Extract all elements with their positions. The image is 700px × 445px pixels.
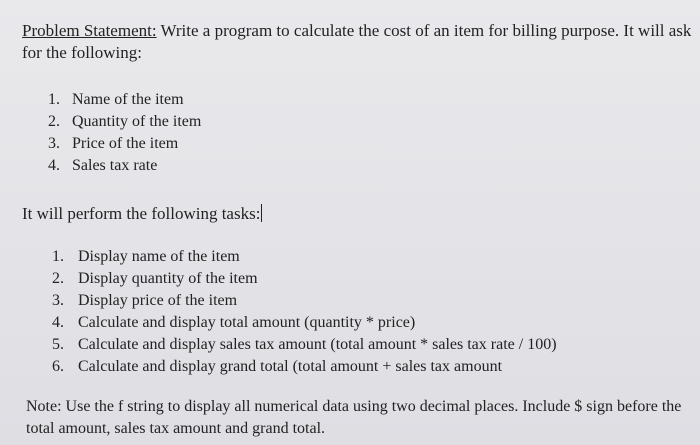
list-item (52, 356, 557, 378)
list-item-text: Display price of the item (78, 292, 238, 309)
list-item (52, 246, 557, 268)
list-item (48, 89, 201, 111)
list-item (52, 268, 557, 290)
list-item-number: 1. (48, 91, 60, 108)
list-item (52, 312, 557, 334)
note-paragraph: Note: Use the f string to display all numerical data using two decimal places. Include $ sign before the total amount, sales tax amount and grand total. (26, 398, 682, 437)
list-item-number: 5. (52, 336, 64, 353)
list-item-number: 4. (48, 157, 60, 174)
problem-statement (22, 20, 692, 64)
list-item-text: Calculate and display sales tax amount (total amount * sales tax rate / 100) (78, 336, 557, 353)
list-item (48, 111, 201, 133)
tasks-intro (22, 203, 262, 225)
list-item-number: 4. (52, 314, 64, 331)
list-item-number: 3. (48, 135, 60, 152)
list-item-text: Calculate and display grand total (total amount + sales tax amount (78, 358, 503, 375)
list-item-number: 6. (52, 358, 64, 375)
problem-statement-heading: Problem Statement: (22, 21, 157, 40)
list-item (48, 155, 201, 177)
tasks-intro-text: It will perform the following tasks: (22, 204, 261, 223)
input-list (48, 89, 201, 177)
list-item-text: Name of the item (72, 91, 184, 108)
list-item-number: 2. (52, 270, 64, 287)
task-list (52, 246, 557, 378)
list-item-text: Calculate and display total amount (quantity * price) (78, 314, 416, 331)
list-item-text: Display name of the item (78, 248, 240, 265)
list-item-text: Sales tax rate (72, 157, 158, 174)
list-item (52, 290, 557, 312)
list-item (48, 133, 201, 155)
list-item (52, 334, 557, 356)
list-item-number: 3. (52, 292, 64, 309)
list-item-text: Quantity of the item (72, 113, 202, 130)
list-item-number: 1. (52, 248, 64, 265)
text-cursor (261, 204, 262, 222)
list-item-text: Display quantity of the item (78, 270, 258, 287)
list-item-number: 2. (48, 113, 60, 130)
problem-statement-text: Write a program to calculate the cost of an item for billing purpose. It will ask for the following: (22, 21, 692, 62)
list-item-text: Price of the item (72, 135, 179, 152)
